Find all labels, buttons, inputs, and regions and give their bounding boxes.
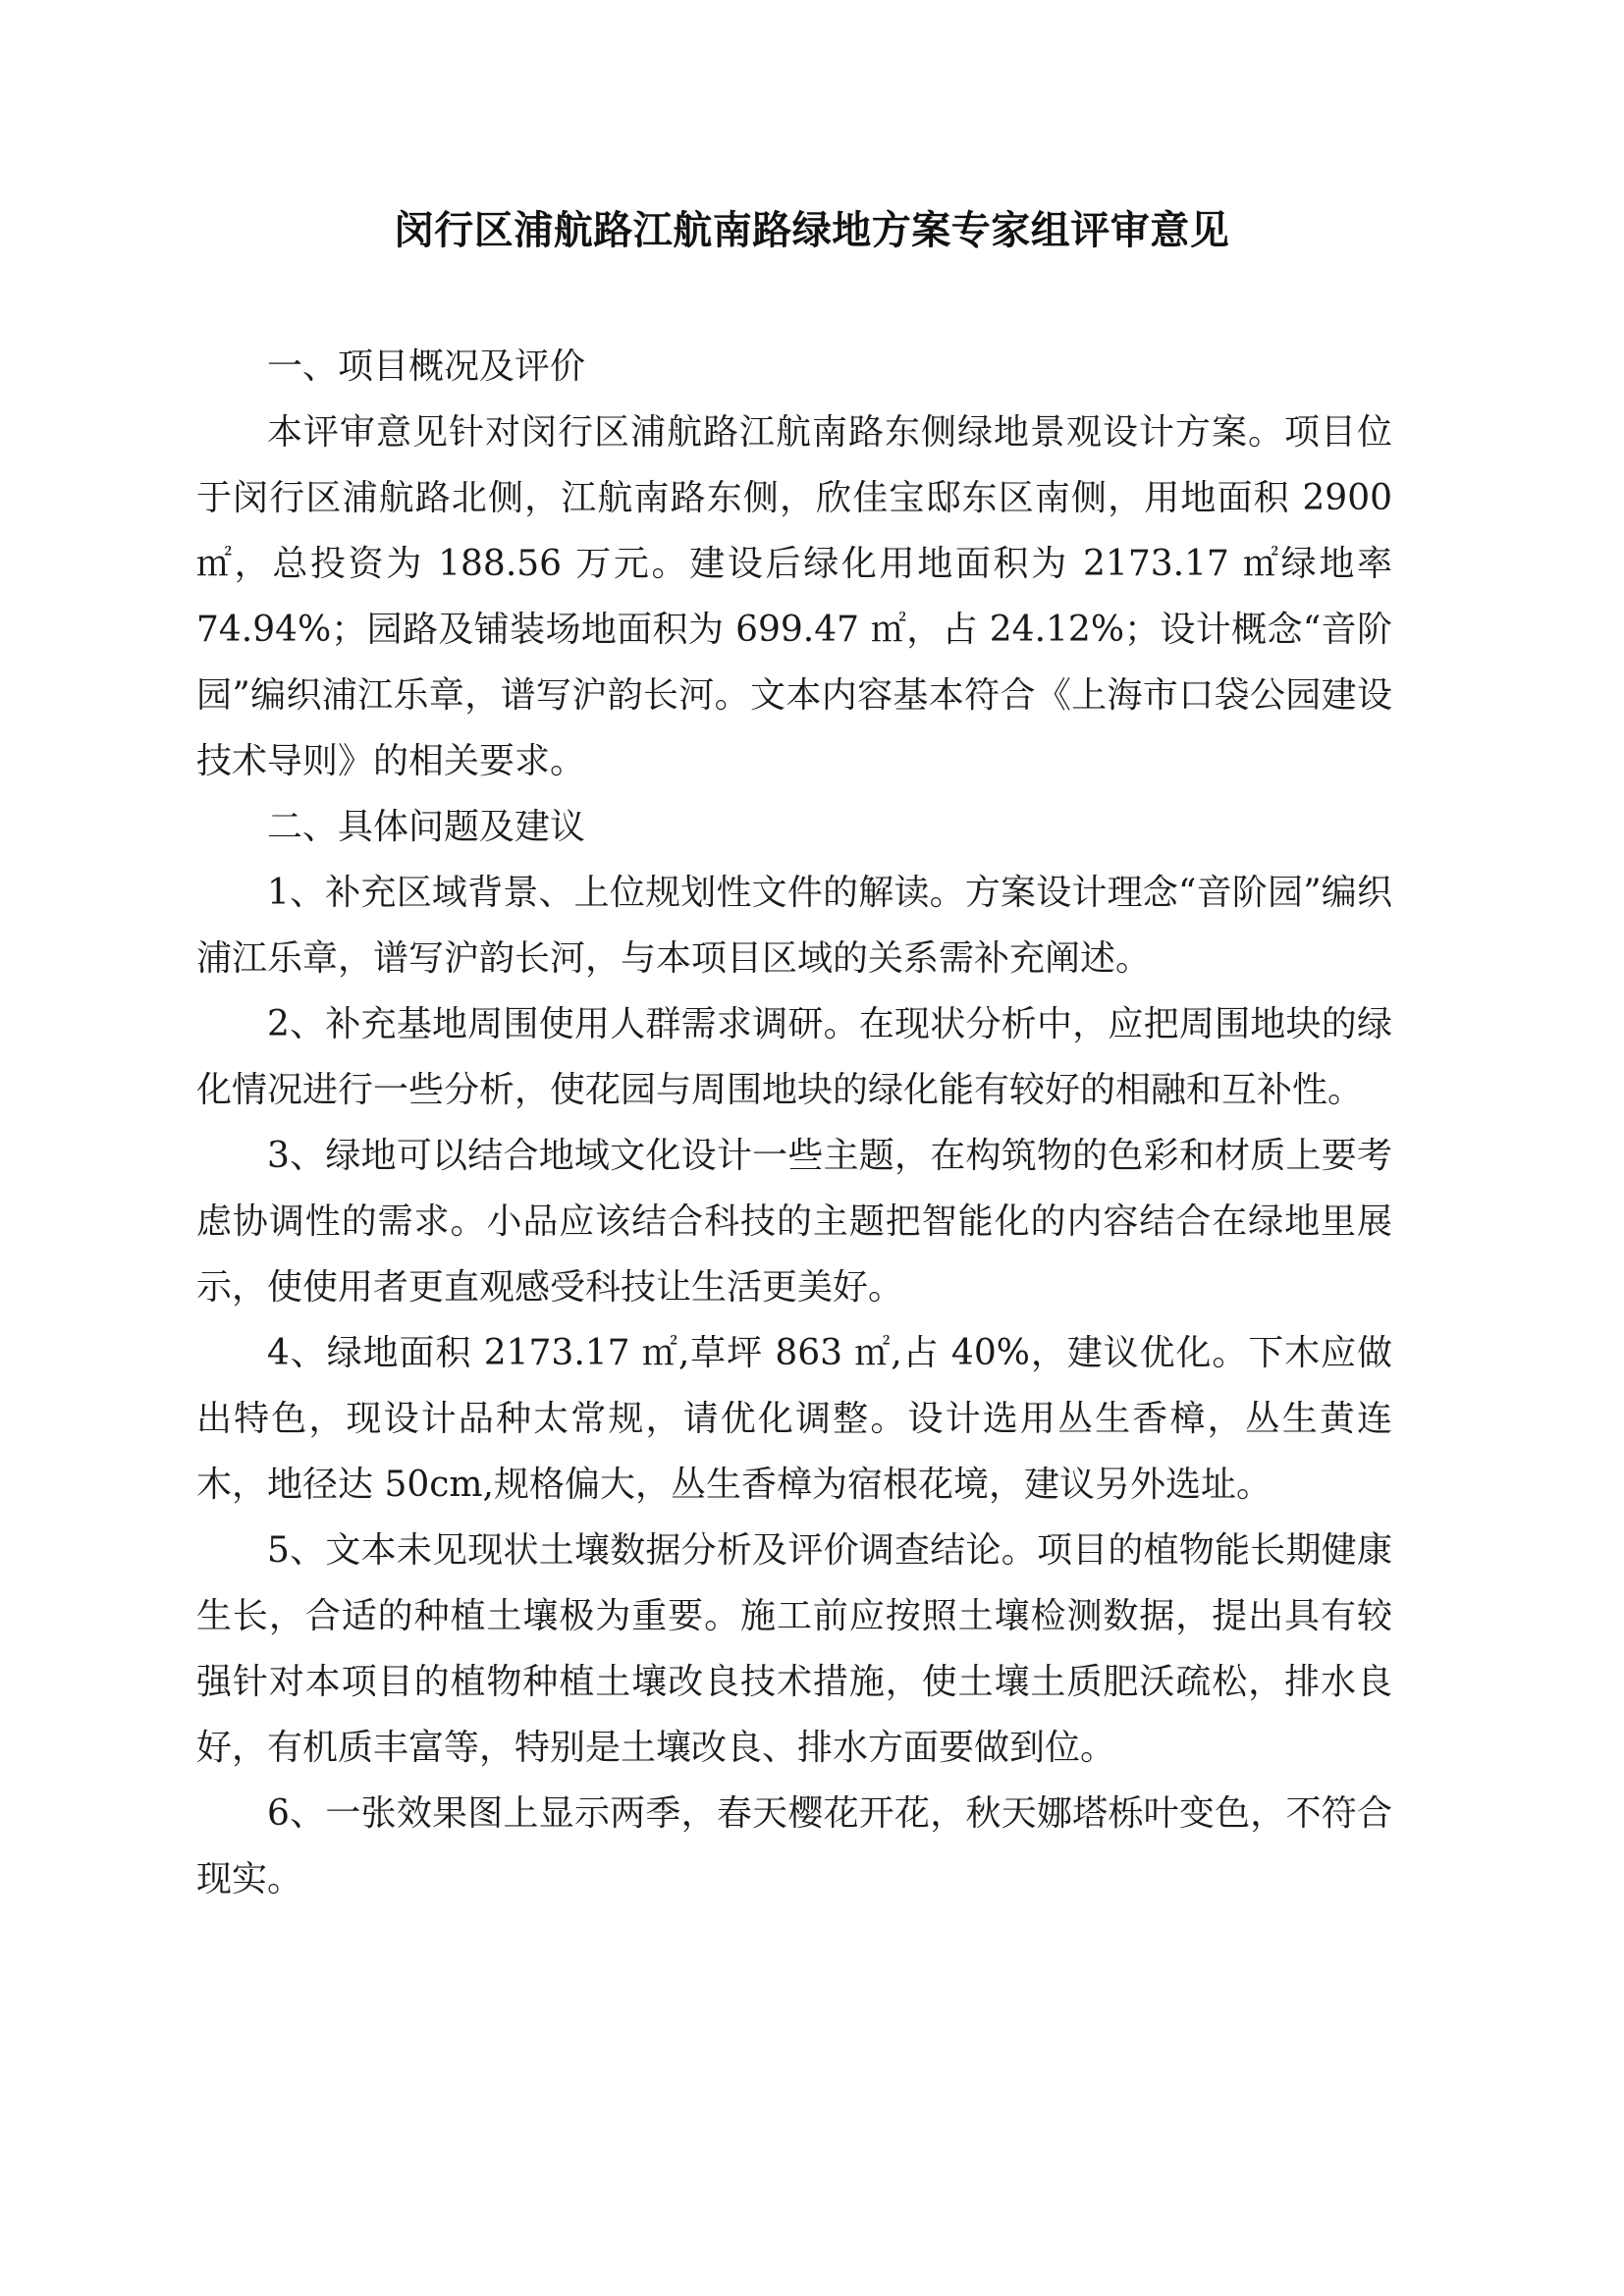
paragraph-item-5: 5、文本未见现状土壤数据分析及评价调查结论。项目的植物能长期健康生长，合适的种植土壤极为重要。施工前应按照土壤检测数据，提出具有较强针对本项目的植物种植土壤改良技术措施，使土壤土质肥沃疏松，排水良好，有机质丰富等，特别是土壤改良、排水方面要做到位。 [196,1530,1392,1768]
paragraph-item-1: 1、补充区域背景、上位规划性文件的解读。方案设计理念“音阶园”编织浦江乐章，谱写沪韵长河，与本项目区域的关系需补充阐述。 [196,873,1392,979]
paragraph-item-3: 3、绿地可以结合地域文化设计一些主题，在构筑物的色彩和材质上要考虑协调性的需求。小品应该结合科技的主题把智能化的内容结合在绿地里展示，使使用者更直观感受科技让生活更美好。 [196,1136,1392,1308]
document-title: 闵行区浦航路江航南路绿地方案专家组评审意见 [394,208,1230,253]
document-body [196,334,1392,1912]
paragraph-item-2: 2、补充基地周围使用人群需求调研。在现状分析中，应把周围地块的绿化情况进行一些分析，使花园与周围地块的绿化能有较好的相融和互补性。 [196,1004,1392,1110]
section-heading-overview: 一、项目概况及评价 [267,347,586,387]
paragraph-item-6: 6、一张效果图上显示两季，春天樱花开花，秋天娜塔栎叶变色，不符合现实。 [196,1793,1392,1899]
paragraph-overview: 本评审意见针对闵行区浦航路江航南路东侧绿地景观设计方案。项目位于闵行区浦航路北侧，江航南路东侧，欣佳宝邸东区南侧，用地面积 2900 ㎡，总投资为 188.56 万元。建设后绿化用地面积为 2173.17 ㎡绿地率 74.94%；园路及铺装场地面积为 699.47 ㎡，占 24.12%；设计概念“音阶园”编织浦江乐章，谱写沪韵长河。文本内容基本符合《上海市口袋公园建设技术导则》的相关要求。 [196,412,1392,781]
section-heading-issues: 二、具体问题及建议 [267,807,586,847]
paragraph-item-4: 4、绿地面积 2173.17 ㎡,草坪 863 ㎡,占 40%，建议优化。下木应做出特色，现设计品种太常规，请优化调整。设计选用丛生香樟，丛生黄连木，地径达 50cm,规格偏大，丛生香樟为宿根花境，建议另外选址。 [196,1333,1392,1505]
